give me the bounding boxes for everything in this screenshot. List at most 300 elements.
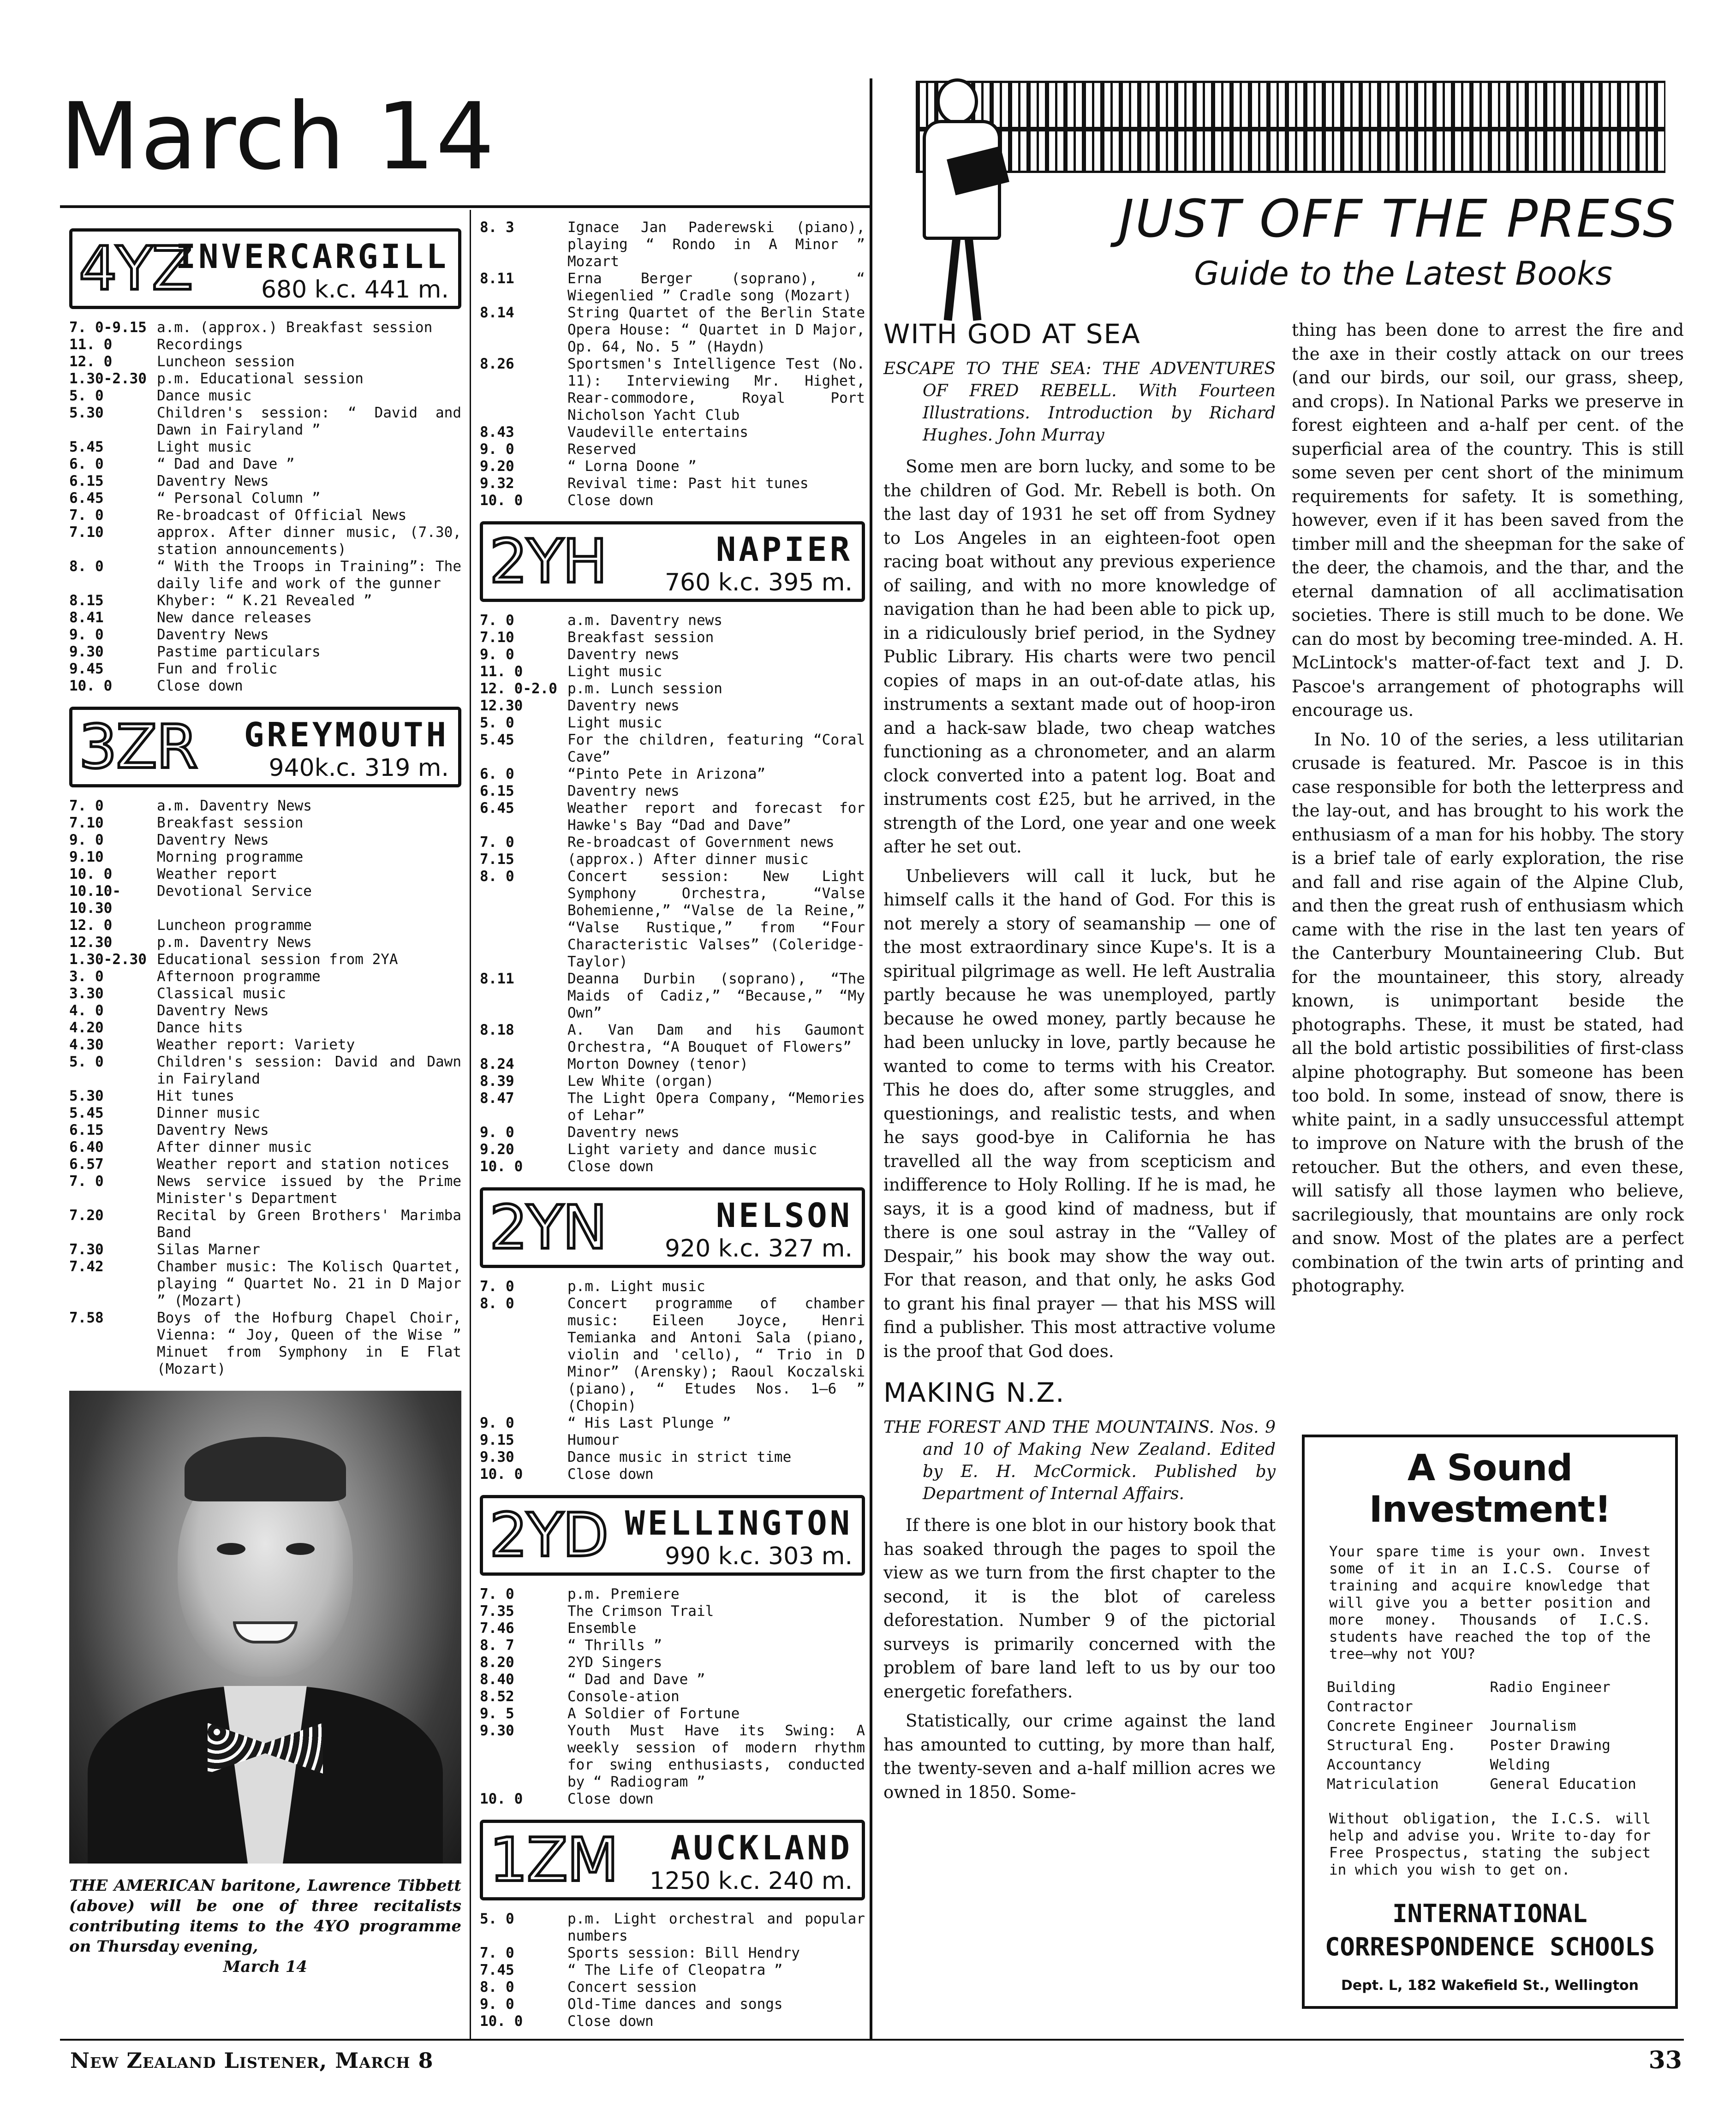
programme-description: “ The Life of Cleopatra ” xyxy=(567,1962,783,1978)
programme-item xyxy=(480,1295,865,1415)
programme-time: 7. 0 xyxy=(480,1278,514,1295)
programme-item xyxy=(69,1207,461,1241)
programme-time: 8.14 xyxy=(480,304,514,321)
press-section-subtitle: Guide to the Latest Books xyxy=(1194,255,1612,292)
programme-item xyxy=(69,985,461,1002)
programme-time: 1.30-2.30 xyxy=(69,370,147,387)
programme-item xyxy=(69,1310,461,1378)
programme-description: 2YD Singers xyxy=(567,1654,662,1671)
station-city: AUCKLAND xyxy=(670,1828,853,1867)
programme-description: “ His Last Plunge ” xyxy=(567,1415,731,1431)
programme-time: 9.30 xyxy=(69,643,104,660)
station-header-4yz xyxy=(69,228,461,309)
programme-list-1zm xyxy=(480,1911,865,2030)
programme-description: Close down xyxy=(567,492,654,509)
programme-description: Morning programme xyxy=(157,849,304,865)
programme-time: 6.40 xyxy=(69,1139,104,1155)
programme-time: 6.15 xyxy=(480,783,514,799)
review-heading: WITH GOD AT SEA xyxy=(883,318,1141,350)
programme-time: 10. 0 xyxy=(480,1158,523,1175)
programme-item xyxy=(480,766,865,783)
caption-lead: THE AMERICAN xyxy=(69,1876,215,1895)
programme-time: 9. 5 xyxy=(480,1705,514,1722)
programme-time: 7. 0 xyxy=(69,1173,104,1190)
programme-description: Daventry News xyxy=(157,626,269,643)
programme-item xyxy=(480,1073,865,1090)
programme-item xyxy=(69,490,461,507)
station-header-2yn xyxy=(480,1187,865,1268)
programme-time: 9.30 xyxy=(480,1449,514,1465)
programme-time: 5. 0 xyxy=(69,387,104,404)
station-call-sign: 4YZ xyxy=(79,233,192,304)
programme-item xyxy=(480,783,865,800)
programme-time: 6.15 xyxy=(69,473,104,489)
programme-item xyxy=(480,715,865,732)
programme-item xyxy=(480,971,865,1022)
programme-description: News service issued by the Prime Minister's Department xyxy=(157,1173,461,1207)
programme-list-4yz-continued xyxy=(480,219,865,509)
programme-time: 12. 0 xyxy=(69,917,113,934)
programme-time: 9. 0 xyxy=(480,1124,514,1141)
programme-item xyxy=(480,1962,865,1979)
programme-description: Daventry News xyxy=(157,473,269,489)
programme-description: Dance music in strict time xyxy=(567,1449,792,1465)
programme-column-right xyxy=(480,219,865,2042)
programme-item xyxy=(480,1466,865,1483)
programme-time: 6.45 xyxy=(69,490,104,506)
programme-item xyxy=(480,697,865,715)
programme-description: Vaudeville entertains xyxy=(567,424,748,441)
programme-description: Revival time: Past hit tunes xyxy=(567,475,809,492)
review-paragraph: thing has been done to arrest the fire and the axe in their costly attack on our trees (and our birds, our soil, our grass, sheep, and crops). In National Parks we preserve in forest eighteen and a-half per cent. of the superficial area of the country. This is still some seven per cent short of the minimum requirements for safety. It is something, however, even if it has been saved from the timber mill and the sheepman for the sake of the deer, the chamois, and the thar, and the eternal damnation of all acclimatisation societies. There is still much to be done. We can do most by becoming tree-minded. A. H. McLintock's matter-of-fact text and J. D. Pascoe's arrangement of photographs will encourage us. xyxy=(1292,320,1684,720)
programme-description: The Light Opera Company, “Memories of Lehar” xyxy=(567,1090,865,1124)
programme-item xyxy=(69,353,461,370)
photo-caption xyxy=(69,1876,461,1977)
bookshelf-illustration xyxy=(916,81,1665,173)
programme-item xyxy=(69,592,461,609)
programme-description: Close down xyxy=(567,1466,654,1483)
programme-item xyxy=(69,1002,461,1019)
programme-description: Concert session: New Light Symphony Orchestra, “Valse Bohemienne,” “Valse de la Reine,” “Valse Rustique,” from “Four Characteristic Valses” (Coleridge-Taylor) xyxy=(567,868,865,970)
programme-description: Children's session: “ David and Dawn in Fairyland ” xyxy=(157,405,461,438)
programme-item xyxy=(480,1090,865,1124)
programme-list-2yn xyxy=(480,1278,865,1483)
bookshelf-rail xyxy=(916,127,1665,131)
programme-time: 6.45 xyxy=(480,800,514,816)
programme-description: Daventry News xyxy=(157,1122,269,1138)
programme-description: p.m. Premiere xyxy=(567,1586,680,1602)
programme-description: “ Dad and Dave ” xyxy=(157,456,295,472)
programme-item xyxy=(69,558,461,592)
programme-item xyxy=(69,815,461,832)
programme-description: For the children, featuring “Coral Cave” xyxy=(567,732,865,765)
programme-time: 8. 0 xyxy=(480,1979,514,1995)
programme-time: 5. 0 xyxy=(480,715,514,731)
programme-item xyxy=(480,851,865,868)
ad-course: Poster Drawing xyxy=(1490,1737,1611,1754)
programme-item xyxy=(69,1088,461,1105)
programme-description: a.m. Daventry News xyxy=(157,798,312,814)
station-header-2yd xyxy=(480,1495,865,1576)
station-frequency: 760 k.c. 395 m. xyxy=(664,569,853,596)
ad-course: Radio Engineer xyxy=(1490,1679,1611,1696)
programme-time: 8.43 xyxy=(480,424,514,441)
programme-item xyxy=(69,1258,461,1310)
book-citation: ESCAPE TO THE SEA: THE ADVENTURES OF FRED REBELL. With Fourteen Illustrations. Introduction by Richard Hughes. John Murray xyxy=(883,359,1276,445)
programme-time: 10. 0 xyxy=(480,2013,523,2030)
programme-description: Console-ation xyxy=(567,1688,680,1705)
programme-description: Educational session from 2YA xyxy=(157,951,398,968)
programme-item xyxy=(69,1173,461,1207)
programme-time: 8. 7 xyxy=(480,1637,514,1654)
programme-description: Breakfast session xyxy=(567,629,714,646)
programme-time: 8.18 xyxy=(480,1022,514,1038)
programme-item xyxy=(480,1979,865,1996)
station-header-3zr xyxy=(69,707,461,787)
programme-description: Sports session: Bill Hendry xyxy=(567,1945,800,1961)
station-frequency: 940k.c. 319 m. xyxy=(268,754,449,782)
programme-item xyxy=(69,849,461,866)
programme-time: 9. 0 xyxy=(69,832,104,848)
press-section-title: JUST OFF THE PRESS xyxy=(1118,189,1677,249)
programme-item xyxy=(69,524,461,558)
programme-time: 7.58 xyxy=(69,1310,104,1326)
programme-item xyxy=(480,646,865,663)
programme-time: 5. 0 xyxy=(480,1911,514,1927)
programme-item xyxy=(69,643,461,661)
programme-time: 8.47 xyxy=(480,1090,514,1107)
programme-item xyxy=(480,612,865,629)
programme-item xyxy=(69,336,461,353)
publication-footer: New Zealand Listener, March 8 xyxy=(70,2048,434,2073)
programme-description: Reserved xyxy=(567,441,637,458)
programme-description: Daventry news xyxy=(567,697,680,714)
programme-time: 5.45 xyxy=(480,732,514,748)
programme-item xyxy=(480,1791,865,1808)
programme-time: 5.30 xyxy=(69,405,104,421)
programme-description: Boys of the Hofburg Chapel Choir, Vienna: “ Joy, Queen of the Wise ” Minuet from Symphony in E Flat (Mozart) xyxy=(157,1310,461,1377)
programme-description: Light variety and dance music xyxy=(567,1141,817,1158)
programme-time: 9. 0 xyxy=(480,441,514,458)
programme-time: 9.30 xyxy=(480,1722,514,1739)
reading-man-illustration xyxy=(904,74,1015,323)
programme-description: Devotional Service xyxy=(157,883,312,899)
programme-description: Concert programme of chamber music: Eileen Joyce, Henri Temianka and Antoni Sala (piano, violin and 'cello), “ Trio in D Minor” (Arensky); Raoul Koczalski (piano), “ Etudes Nos. 1—6 ” (Chopin) xyxy=(567,1295,865,1414)
programme-description: “ Dad and Dave ” xyxy=(567,1671,705,1688)
programme-description: Luncheon programme xyxy=(157,917,312,934)
programme-description: p.m. Educational session xyxy=(157,370,364,387)
programme-item xyxy=(480,1586,865,1603)
title-rule xyxy=(60,205,870,208)
programme-item xyxy=(69,866,461,883)
portrait-photo xyxy=(69,1391,461,1864)
ad-course: Concrete Engineer xyxy=(1327,1718,1474,1734)
programme-description: Luncheon session xyxy=(157,353,295,370)
programme-time: 11. 0 xyxy=(69,336,113,353)
caption-date: March 14 xyxy=(223,1958,308,1976)
programme-description: p.m. Daventry News xyxy=(157,934,312,951)
programme-description: Sportsmen's Intelligence Test (No. 11): Interviewing Mr. Highet, Rear-commodore, Royal Port Nicholson Yacht Club xyxy=(567,356,865,423)
programme-time: 7.45 xyxy=(480,1962,514,1978)
station-city: WELLINGTON xyxy=(625,1504,853,1542)
review-paragraph: Statistically, our crime against the land has amounted to cutting, by more than half, the twenty-seven and a-half million acres we owned in 1850. Some- xyxy=(883,1711,1276,1802)
programme-description: Old-Time dances and songs xyxy=(567,1996,783,2013)
station-call-sign: 3ZR xyxy=(79,712,197,782)
ad-offer: Without obligation, the I.C.S. will help and advise you. Write to-day for Free Prospectus, stating the subject in which you wish to get on. xyxy=(1329,1810,1651,1878)
programme-time: 9. 0 xyxy=(69,626,104,643)
station-frequency: 920 k.c. 327 m. xyxy=(664,1235,853,1262)
programme-description: After dinner music xyxy=(157,1139,312,1155)
programme-time: 5.30 xyxy=(69,1088,104,1104)
illustration-head xyxy=(937,78,978,125)
programme-time: 10. 0 xyxy=(69,678,113,694)
programme-item xyxy=(480,1688,865,1705)
programme-description: Recital by Green Brothers' Marimba Band xyxy=(157,1207,461,1241)
programme-item xyxy=(480,1432,865,1449)
photo-eye xyxy=(286,1543,315,1555)
programme-description: Daventry News xyxy=(157,1002,269,1019)
review-paragraph: Unbelievers will call it luck, but he himself calls it the hand of God. For this is not merely a story of seamanship — one of the most extraordinary since Kupe's. It is a spiritual pilgrimage as well. He left Australia partly because he was unemployed, partly because he owed money, partly because he had been unlucky in love, partly because he wanted to come to terms with his Creator. This he does do, after some struggles, and questionings, and realistic tests, and when he says good-bye in California he has travelled all the way from scepticism and indifference to Holy Rolling. If he is mad, he says, it is a good kind of madness, but if there is one soul astray in the “Valley of Despair,” his book may show the way out. For that reason, and that only, he asks God to grant his final prayer — that his MSS will find a publisher. This most attractive volume is the proof that God does. xyxy=(883,866,1276,1361)
programme-description: Close down xyxy=(567,1158,654,1175)
programme-time: 10.10-10.30 xyxy=(69,883,121,917)
ad-course: Welding xyxy=(1490,1757,1551,1773)
programme-description: A Soldier of Fortune xyxy=(567,1705,740,1722)
programme-item xyxy=(480,868,865,971)
programme-list-3zr xyxy=(69,798,461,1378)
programme-time: 6. 0 xyxy=(480,766,514,782)
programme-time: 10. 0 xyxy=(480,492,523,509)
programme-time: 5.45 xyxy=(69,1105,104,1121)
programme-description: Lew White (organ) xyxy=(567,1073,714,1090)
programme-time: 7.10 xyxy=(69,815,104,831)
station-city: INVERCARGILL xyxy=(175,237,449,276)
programme-item xyxy=(69,473,461,490)
station-call-sign: 2YH xyxy=(489,526,607,596)
ad-course: Accountancy xyxy=(1327,1757,1422,1773)
programme-description: “ Thrills ” xyxy=(567,1637,662,1654)
programme-description: Chamber music: The Kolisch Quartet, playing “ Quartet No. 21 in D Major ” (Mozart) xyxy=(157,1258,461,1309)
programme-description: approx. After dinner music, (7.30, station announcements) xyxy=(157,524,461,558)
illustration-leg xyxy=(944,238,961,321)
programme-time: 6. 0 xyxy=(69,456,104,472)
photo-eye xyxy=(217,1543,245,1555)
programme-time: 3. 0 xyxy=(69,968,104,985)
ad-course-list xyxy=(1327,1678,1653,1794)
programme-time: 8.41 xyxy=(69,609,104,626)
programme-time: 10. 0 xyxy=(480,1791,523,1807)
programme-description: Dinner music xyxy=(157,1105,260,1121)
programme-description: Hit tunes xyxy=(157,1088,234,1104)
programme-item xyxy=(480,424,865,441)
programme-description: Weather report and forecast for Hawke's Bay “Dad and Dave” xyxy=(567,800,865,834)
programme-item xyxy=(480,834,865,851)
programme-description: Re-broadcast of Official News xyxy=(157,507,407,524)
programme-time: 7.15 xyxy=(480,851,514,868)
programme-time: 8.11 xyxy=(480,971,514,987)
review-paragraph: If there is one blot in our history book that has soaked through the pages to spoil the view as we turn from the first chapter to the second, it is the blot of careless deforestation. Number 9 of the pictorial surveys is primarily concerned with the problem of bare land left to us by our too energetic forefathers. xyxy=(883,1515,1276,1702)
programme-description: Silas Marner xyxy=(157,1241,260,1258)
programme-time: 7.10 xyxy=(69,524,104,541)
programme-time: 7. 0 xyxy=(480,1945,514,1961)
programme-description: Close down xyxy=(157,678,243,694)
programme-item xyxy=(480,475,865,492)
station-call-sign: 1ZM xyxy=(489,1825,618,1895)
ics-advertisement xyxy=(1302,1435,1678,2009)
programme-item xyxy=(480,1945,865,1962)
programme-description: Erna Berger (soprano), “ Wiegenlied ” Cradle song (Mozart) xyxy=(567,270,865,304)
programme-description: Weather report: Variety xyxy=(157,1036,355,1053)
programme-description: Re-broadcast of Government news xyxy=(567,834,835,851)
review-column-left xyxy=(883,318,1276,1810)
programme-description: Breakfast session xyxy=(157,815,304,831)
programme-item xyxy=(69,387,461,405)
programme-time: 7.30 xyxy=(69,1241,104,1258)
caption-text: baritone, Lawrence Tibbett (above) will be one of three recitalists contributing items to the 4YO programme on Thursday evening, xyxy=(69,1876,461,1956)
photo-hair xyxy=(185,1437,346,1501)
programme-time: 9.45 xyxy=(69,661,104,677)
programme-time: 5. 0 xyxy=(69,1054,104,1070)
programme-description: a.m. (approx.) Breakfast session xyxy=(157,319,433,336)
programme-item xyxy=(480,1141,865,1158)
programme-time: 4. 0 xyxy=(69,1002,104,1019)
programme-description: a.m. Daventry news xyxy=(567,612,722,629)
programme-time: 8.24 xyxy=(480,1056,514,1072)
programme-time: 8. 0 xyxy=(480,1295,514,1312)
ad-organisation-line: INTERNATIONAL xyxy=(1392,1899,1587,1928)
programme-time: 9. 0 xyxy=(480,1415,514,1431)
programme-item xyxy=(480,270,865,304)
station-header-1zm xyxy=(480,1820,865,1900)
programme-item xyxy=(480,441,865,458)
programme-description: Daventry news xyxy=(567,783,680,799)
programme-item xyxy=(69,883,461,917)
programme-time: 12. 0 xyxy=(69,353,113,370)
programme-item xyxy=(69,832,461,849)
programme-description: Daventry news xyxy=(567,1124,680,1141)
programme-item xyxy=(69,1105,461,1122)
programme-description: Daventry News xyxy=(157,832,269,848)
programme-item xyxy=(480,2013,865,2030)
programme-description: Light music xyxy=(567,715,662,731)
programme-list-4yz xyxy=(69,319,461,695)
programme-time: 9.20 xyxy=(480,458,514,475)
programme-time: 8.39 xyxy=(480,1073,514,1090)
programme-description: Deanna Durbin (soprano), “The Maids of Cadiz,” “Because,” “My Own” xyxy=(567,971,865,1021)
programme-description: “ Lorna Doone ” xyxy=(567,458,697,475)
programme-time: 8.40 xyxy=(480,1671,514,1688)
programme-item xyxy=(480,1705,865,1722)
programme-item xyxy=(69,934,461,951)
programme-time: 7.20 xyxy=(69,1207,104,1224)
programme-item xyxy=(69,1036,461,1054)
programme-item xyxy=(69,507,461,524)
station-frequency: 990 k.c. 303 m. xyxy=(664,1542,853,1570)
programme-item xyxy=(69,1139,461,1156)
programme-item xyxy=(69,319,461,336)
programme-time: 12.30 xyxy=(480,697,523,714)
programme-description: “ With the Troops in Training”: The daily life and work of the gunner xyxy=(157,558,461,592)
programme-time: 8. 0 xyxy=(69,558,104,575)
programme-time: 12. 0-2.0 xyxy=(480,680,557,697)
station-city: GREYMOUTH xyxy=(244,715,449,754)
review-paragraph: Some men are born lucky, and some to be the children of God. Mr. Rebell is both. On the last day of 1931 he set off from Sydney to Los Angeles in an eighteen-foot open racing boat without any previous experience of sailing, and with no more knowledge of navigation than he had been able to pick up, in a ridiculously brief period, in the Sydney Public Library. His charts were two pencil copies of maps in an out-of-date atlas, his instruments a sextant made out of hoop-iron and a hack-saw blade, two cheap watches functioning as a chronometer, and an alarm clock converted into a patent log. Boat and instruments cost £25, but he arrived, in the strength of the Lord, one year and one week after he set out. xyxy=(883,457,1276,857)
programme-item xyxy=(69,456,461,473)
ad-course: Structural Eng. xyxy=(1327,1737,1456,1754)
programme-item xyxy=(480,1996,865,2013)
programme-item xyxy=(480,1449,865,1466)
programme-time: 10. 0 xyxy=(69,866,113,882)
programme-time: 7. 0 xyxy=(69,798,104,814)
programme-description: Morton Downey (tenor) xyxy=(567,1056,748,1072)
programme-description: p.m. Lunch session xyxy=(567,680,722,697)
programme-description: Weather report xyxy=(157,866,278,882)
programme-time: 7.46 xyxy=(480,1620,514,1637)
programme-item xyxy=(69,1241,461,1258)
programme-item xyxy=(480,1603,865,1620)
programme-item xyxy=(69,626,461,643)
page-number: 33 xyxy=(1648,2046,1682,2074)
programme-item xyxy=(69,439,461,456)
ad-course: General Education xyxy=(1490,1776,1636,1792)
programme-item xyxy=(69,405,461,439)
programme-item xyxy=(480,732,865,766)
programme-description: p.m. Light orchestral and popular numbers xyxy=(567,1911,865,1944)
programme-item xyxy=(480,356,865,424)
ad-organisation xyxy=(1318,1897,1662,1964)
programme-description: p.m. Light music xyxy=(567,1278,705,1295)
programme-description: “ Personal Column ” xyxy=(157,490,321,506)
programme-list-2yd xyxy=(480,1586,865,1808)
programme-time: 8. 0 xyxy=(480,868,514,885)
programme-item xyxy=(69,661,461,678)
station-city: NAPIER xyxy=(716,530,853,569)
station-call-sign: 2YD xyxy=(489,1500,608,1570)
programme-time: 9. 0 xyxy=(480,1996,514,2013)
programme-item xyxy=(69,968,461,985)
programme-item xyxy=(69,370,461,387)
illustration-leg xyxy=(965,238,982,321)
programme-item xyxy=(480,1415,865,1432)
section-divider xyxy=(870,78,872,2039)
programme-column-left xyxy=(69,228,461,1977)
programme-list-2yh xyxy=(480,612,865,1175)
ad-blurb: Your spare time is your own. Invest some of it in an I.C.S. Course of training and acquire knowledge that will give you a better position and more money. Thousands of I.C.S. students have reached the top of the tree—why not YOU? xyxy=(1329,1543,1651,1662)
station-call-sign: 2YN xyxy=(489,1192,607,1262)
programme-item xyxy=(480,1278,865,1295)
station-header-2yh xyxy=(480,521,865,602)
programme-description: String Quartet of the Berlin State Opera House: “ Quartet in D Major, Op. 64, No. 5 ” (Haydn) xyxy=(567,304,865,355)
programme-time: 3.30 xyxy=(69,985,104,1002)
programme-time: 9.10 xyxy=(69,849,104,865)
programme-item xyxy=(69,798,461,815)
programme-description: Weather report and station notices xyxy=(157,1156,450,1173)
programme-item xyxy=(480,1637,865,1654)
programme-description: Daventry news xyxy=(567,646,680,663)
footer-rule xyxy=(60,2039,1684,2041)
ad-course: Matriculation xyxy=(1327,1776,1439,1792)
programme-item xyxy=(69,951,461,968)
programme-time: 1.30-2.30 xyxy=(69,951,147,968)
programme-description: Fun and frolic xyxy=(157,661,278,677)
programme-item xyxy=(480,1722,865,1791)
ad-address: Dept. L, 182 Wakefield St., Wellington xyxy=(1341,1977,1639,1994)
programme-description: Close down xyxy=(567,2013,654,2030)
programme-time: 12.30 xyxy=(69,934,113,951)
programme-item xyxy=(480,492,865,509)
programme-description: Afternoon programme xyxy=(157,968,321,985)
programme-time: 8.20 xyxy=(480,1654,514,1671)
programme-description: Concert session xyxy=(567,1979,697,1995)
